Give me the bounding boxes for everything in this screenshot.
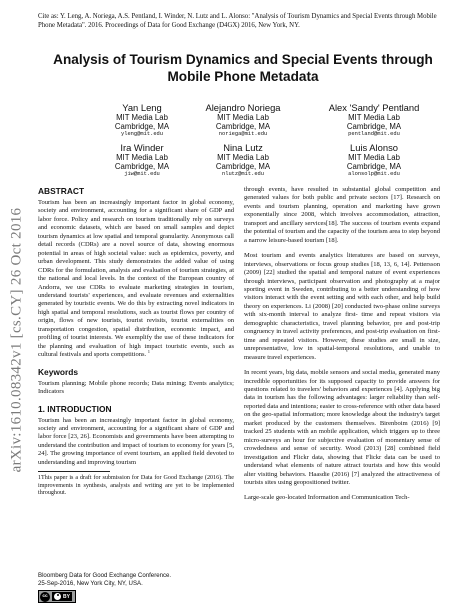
abstract-heading: ABSTRACT — [38, 186, 85, 196]
author-block — [173, 102, 313, 138]
author-email[interactable]: jiw@mit.edu — [124, 171, 160, 178]
author-affiliation: MIT Media Lab — [217, 153, 269, 162]
paper-title: Analysis of Tourism Dynamics and Special Events through Mobile Phone Metadata — [53, 52, 433, 84]
author-city: Cambridge, MA — [215, 122, 271, 132]
abstract-text — [38, 199, 234, 360]
paragraph: Most tourism and events analytics literatures are based on surveys, interviews, observations or focus group studies [18, 13, 6, 14]. Pettersson (2009) [22] studied the spatial and temporal nature of event experiences through interviews, participant observation and photography at a major sporting event in Sweden, contributing to a better understanding of how visitors interact with the event setting and with each other, and help build theory on experiences. Li (2008) [20] conducted two-phase online surveys with six-month interval to analyze first- time and repeat visitors via demographic characteristics, travel planning behavior, pre and post-trip congruency in travel activity preferences, and post-trip evaluation on first-time and repeated visitors. However, these studies are small in size, unrepresentative, low in spatial-temporal resolutions, and unable to measure travel experiences. — [244, 252, 440, 361]
footnote-marker[interactable]: 1 — [147, 349, 151, 354]
author-email[interactable]: pentland@mit.edu — [348, 131, 400, 138]
author-block — [304, 102, 444, 138]
footnote-divider — [38, 471, 110, 472]
conference-name: Bloomberg Data for Good Exchange Conference. — [38, 572, 172, 579]
citation: Cite as: Y. Leng, A. Noriega, A.S. Pentland, I. Winder, N. Lutz and L. Alonso: "Analysis of Tourism Dynamics and Special Events through Mobile Phone Metadata". 2016. Proceedings of Data for Good Exchange (D4GX) 2016, New York, NY. — [38, 13, 437, 29]
author-affiliation: MIT Media Lab — [348, 153, 400, 162]
author-city: Cambridge, MA — [346, 122, 402, 132]
author-affiliation: MIT Media Lab — [116, 113, 168, 122]
person-icon — [54, 593, 61, 600]
author-name: Yan Leng — [122, 102, 162, 113]
author-name: Nina Lutz — [223, 142, 263, 153]
arxiv-identifier-text: arXiv:1610.08342v1 [cs.CY] 26 Oct 2016 — [8, 207, 25, 473]
introduction-text: Tourism has been an increasingly important factor in global economy, society and environment, accounting for a significant share of GDP and labor force [23, 26]. Economists and governments have been attempting to understand the contribution and impact of tourism to economy for years [5, 24]. The growing importance of event tourism, an applied field devoted to understanding and improving tourism — [38, 416, 234, 466]
footnote: 1This paper is a draft for submission for Data for Good Exchange (2016). The improvements in synthesis, analysis and writing are yet to be implemented throughout. — [38, 475, 234, 497]
author-city: Cambridge, MA — [346, 162, 402, 172]
author-city: Cambridge, MA — [114, 122, 170, 132]
paragraph: In recent years, big data, mobile sensors and social media, generated many incredible opportunities for its supposed capacity to provide answers for questions related to travelers' behaviors and experiences [4]. Applying big data in tourism has the following advantages: larger reliability than self-reported data and intentions; easier to cross-reference with other data based on the geo-spatial information; more knowledge about the industry's target market produced by the customers themselves. Birenboim (2016) [9] tracked 25 students with an mobile application, which triggers up to three micro-surveys an hour for subjective evaluation of momentary sense of crowdedness and sense of security. Wood (2013) [28] combined field investigation and Flickr data, showing that Flickr data can be used to understand what elements of nature attract tourists and how this would alter visiting behaviors. Haasdie (2016) [7] analyzed the attractiveness of tourists sites using geopositioned twitter. — [244, 369, 440, 486]
author-email[interactable]: noriega@mit.edu — [218, 131, 268, 138]
author-email[interactable]: nlutz@mit.edu — [221, 171, 265, 178]
conference-info — [38, 572, 238, 587]
author-name: Luis Alonso — [350, 142, 398, 153]
right-column — [244, 186, 440, 510]
by-label: BY — [63, 593, 70, 600]
author-city: Cambridge, MA — [215, 162, 271, 172]
author-name: Ira Winder — [120, 142, 164, 153]
author-email[interactable]: yleng@mit.edu — [120, 131, 164, 138]
author-name: Alejandro Noriega — [205, 102, 281, 113]
keywords-heading: Keywords — [38, 366, 79, 377]
conference-date-location: 25-Sep-2016, New York City, NY, USA. — [38, 579, 143, 587]
author-affiliation: MIT Media Lab — [116, 153, 168, 162]
author-affiliation: MIT Media Lab — [348, 113, 400, 122]
introduction-heading: 1. INTRODUCTION — [38, 403, 112, 414]
author-name: Alex 'Sandy' Pentland — [328, 102, 420, 113]
paragraph: Large-scale geo-located Information and Communication Tech- — [244, 494, 410, 502]
keywords-text: Tourism planning; Mobile phone records; Data mining; Events analytics; Indicators — [38, 379, 234, 396]
author-block — [304, 142, 444, 178]
abstract-body: Tourism has been an increasingly important factor in global economy, society and environment, accounting for a significant share of GDP and labor force. Policy and research on tourism traditionally rely on surveys and economic datasets, which are based on small samples and depict tourism dynamics at low spatial and temporal granularity. Anonymous call detail records (CDRs) are a novel source of data, showing enormous potential in areas of high societal value: such as epidemics, poverty, and urban development. This study demonstrates the added value of using CDRs for the formulation, analysis and evaluation of tourism strategies, at the national and local levels. In the context of the European country of Andorra, we use CDRs to evaluate marketing strategies in tourism, understand tourists' experiences, and evaluate revenues and externalities generated by touristic events. We do this by extracting novel indicators in high spatial and temporal resolutions, such as tourist flows per country of origin, flows of new tourists, tourist revisits, tourist externalities on transportation congestion, spatial distribution, economic impact, and profiling of tourist interests. We exemplify the use of these indicators for the planning and evaluation of high impact touristic events, such as cultural festivals and sports competitions. — [38, 199, 234, 359]
left-column — [38, 186, 234, 498]
author-block — [173, 142, 313, 178]
creative-commons-icon: cc — [40, 592, 50, 602]
author-affiliation: MIT Media Lab — [217, 113, 269, 122]
paragraph: through events, have resulted in substantial global competition and generated values for both public and private sectors [17]. Research on events and tourism planning, operation and marketing have grown exponentially since 2008, which involves accommodation, attraction, transport and ancillary services[18]. The success of tourism events expand the potential of tourism and the capacity of the tourism area to step beyond a narrow leisure-based tourism [18]. — [244, 186, 440, 244]
author-city: Cambridge, MA — [114, 162, 170, 172]
cc-by-license-badge[interactable] — [38, 590, 76, 603]
attribution-icon — [52, 592, 72, 601]
arxiv-identifier[interactable] — [6, 150, 28, 530]
author-email[interactable]: alonsolp@mit.edu — [348, 171, 400, 178]
